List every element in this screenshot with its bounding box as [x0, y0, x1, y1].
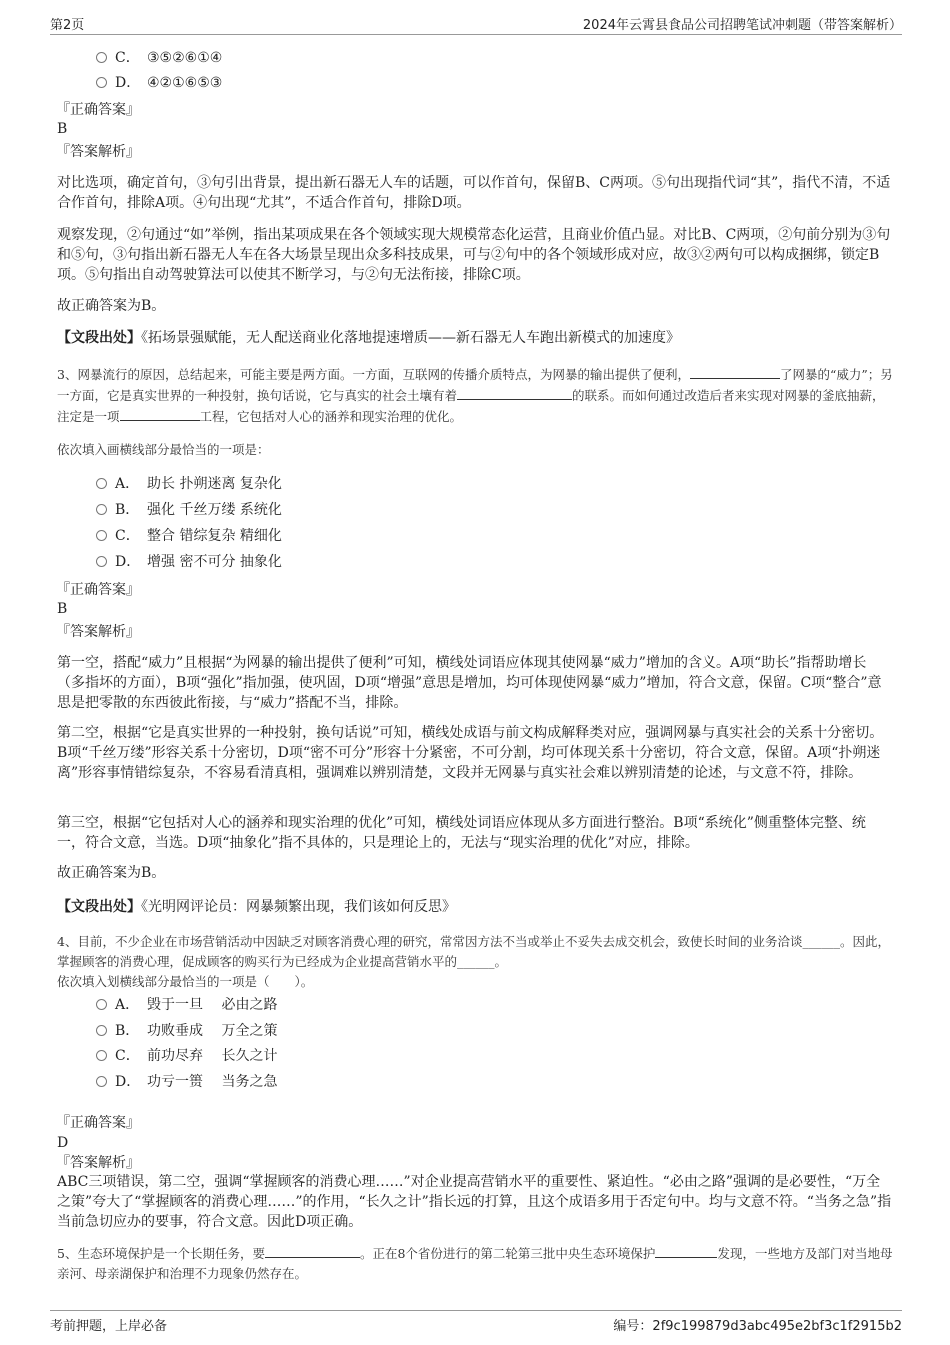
q2-answer-label: 『正确答案』 — [56, 102, 140, 118]
q4-option-c[interactable]: C． 前功尽弃 长久之计 — [96, 1046, 277, 1066]
footer-slogan: 考前押题，上岸必备 — [50, 1319, 168, 1334]
radio-icon[interactable] — [96, 52, 107, 63]
q3-option-a[interactable]: A． 助长 扑朔迷离 复杂化 — [96, 474, 282, 494]
q2-analysis-label: 『答案解析』 — [56, 144, 140, 160]
q2-analysis-para3: 故正确答案为B。 — [57, 298, 166, 314]
radio-icon[interactable] — [96, 530, 107, 541]
radio-icon[interactable] — [96, 77, 107, 88]
q3-option-d[interactable]: D． 增强 密不可分 抽象化 — [96, 552, 282, 572]
q3-analysis-label: 『答案解析』 — [56, 624, 140, 640]
q2-analysis-para1: 对比选项，确定首句，③句引出背景，提出新石器无人车的话题，可以作首句，保留B、C两项。⑤句出现指代词“其”，指代不清，不适合作首句，排除A项。④句出现“尤其”，不适合作首句，排除D项。 — [57, 175, 891, 211]
q4-analysis-label: 『答案解析』 — [56, 1155, 140, 1171]
q3-prompt: 依次填入画横线部分最恰当的一项是： — [57, 442, 270, 457]
q4-stem: 4、目前，不少企业在市场营销活动中因缺乏对顾客消费心理的研究，常常因方法不当或举止不妥失去成交机会，致使长时间的业务洽谈______。因此，掌握顾客的消费心理，促成顾客的购买行为已经成为企业提高营销水平的______。 — [57, 934, 890, 969]
radio-icon[interactable] — [96, 504, 107, 515]
q3-source: 【文段出处】《光明网评论员：网暴频繁出现，我们该如何反思》 — [57, 899, 456, 915]
q4-answer-label: 『正确答案』 — [56, 1115, 140, 1131]
q3-answer: B — [57, 601, 68, 617]
q3-answer-label: 『正确答案』 — [56, 582, 140, 598]
q3-analysis-para4: 故正确答案为B。 — [57, 865, 166, 881]
q3-analysis-para2: 第二空，根据“它是真实世界的一种投射，换句话说”可知，横线处成语与前文构成解释类对应，强调网暴与真实社会的关系十分密切。B项“千丝万缕”形容关系十分密切，D项“密不可分”形容十分紧密，不可分割，均可体现关系十分密切，符合文意，保留。A项“扑朔迷离”形容事情错综复杂，不容易看清真相，强调难以辨别清楚，文段并无网暴与真实社会难以辨别清楚的论述，与文意不符，排除。 — [57, 725, 884, 781]
q4-analysis: ABC三项错误，第二空，强调“掌握顾客的消费心理……”对企业提高营销水平的重要性、紧迫性。“必由之路”强调的是必要性，“万全之策”夸大了“掌握顾客的消费心理……”的作用，“长久之计”指长远的打算，且这个成语多用于否定句中。均与文意不符。“当务之急”指当前急切应办的要事，符合文意。因此D项正确。 — [57, 1174, 892, 1230]
document-id: 编号：2f9c199879d3abc495e2bf3c1f2915b2 — [613, 1319, 902, 1334]
q4-option-b[interactable]: B． 功败垂成 万全之策 — [96, 1021, 277, 1041]
q4-prompt: 依次填入划横线部分最恰当的一项是（ ）。 — [57, 974, 314, 989]
page-number: 第2页 — [50, 18, 85, 33]
radio-icon[interactable] — [96, 1050, 107, 1061]
radio-icon[interactable] — [96, 999, 107, 1010]
q4-option-d[interactable]: D． 功亏一篑 当务之急 — [96, 1072, 277, 1092]
q5-stem: 5、生态环境保护是一个长期任务，要 。正在8个省份进行的第二轮第三批中央生态环境保护 发现，一些地方及部门对当地母亲河、母亲湖保护和治理不力现象仍然存在。 — [57, 1243, 897, 1284]
radio-icon[interactable] — [96, 556, 107, 567]
blank-line — [265, 1243, 360, 1258]
blank-line — [120, 406, 200, 421]
q3-option-b[interactable]: B． 强化 千丝万缕 系统化 — [96, 500, 282, 520]
q2-source: 【文段出处】《拓场景强赋能，无人配送商业化落地提速增质——新石器无人车跑出新模式的加速度》 — [57, 330, 680, 346]
document-title: 2024年云霄县食品公司招聘笔试冲刺题（带答案解析） — [582, 18, 902, 33]
radio-icon[interactable] — [96, 1025, 107, 1036]
q2-analysis-para2: 观察发现，②句通过“如”举例，指出某项成果在各个领域实现大规模常态化运营，且商业价值凸显。对比B、C两项，②句前分别为③句和⑤句，③句指出新石器无人车在各大场景呈现出众多科技成果，可与②句中的各个领域形成对应，故③②两句可以构成捆绑，锁定B项。⑤句指出自动驾驶算法可以使其不断学习，与②句无法衔接，排除C项。 — [57, 227, 891, 283]
q3-analysis-para3: 第三空，根据“它包括对人心的涵养和现实治理的优化”可知，横线处词语应体现从多方面进行整治。B项“系统化”侧重整体完整、统一，符合文意，当选。D项“抽象化”指不具体的，只是理论上的，无法与“现实治理的优化”对应，排除。 — [57, 815, 866, 851]
q4-answer: D — [57, 1135, 69, 1151]
q4-option-a[interactable]: A． 毁于一旦 必由之路 — [96, 995, 277, 1015]
q2-option-d[interactable]: D． ④②①⑥⑤③ — [96, 73, 222, 93]
blank-line — [457, 385, 572, 400]
q2-answer: B — [57, 121, 68, 137]
blank-line — [690, 364, 780, 379]
blank-line — [655, 1243, 717, 1258]
q3-analysis-para1: 第一空，搭配“威力”且根据“为网暴的输出提供了便利”可知，横线处词语应体现其使网暴“威力”增加的含义。A项“助长”指帮助增长（多指坏的方面），B项“强化”指加强，使巩固，D项“增强”意思是增加，均可体现使网暴“威力”增加，符合文意，保留。C项“整合”意思是把零散的东西彼此衔接，与“威力”搭配不当，排除。 — [57, 655, 882, 711]
radio-icon[interactable] — [96, 478, 107, 489]
q3-option-c[interactable]: C． 整合 错综复杂 精细化 — [96, 526, 282, 546]
page-footer — [50, 1310, 902, 1335]
radio-icon[interactable] — [96, 1076, 107, 1087]
q2-option-c[interactable]: C． ③⑤②⑥①④ — [96, 48, 222, 68]
page-header — [50, 12, 902, 35]
q3-stem: 3、网暴流行的原因，总结起来，可能主要是两方面。一方面，互联网的传播介质特点，为网暴的输出提供了便利， 了网暴的“威力”；另一方面，它是真实世界的一种投射，换句话说，它与真实的社会土壤有着 的联系。而如何通过改造后者来实现对网暴的釜底抽薪，注定是一项 工程，它包括对人心的涵养和现实治理的优化。 — [57, 364, 897, 427]
